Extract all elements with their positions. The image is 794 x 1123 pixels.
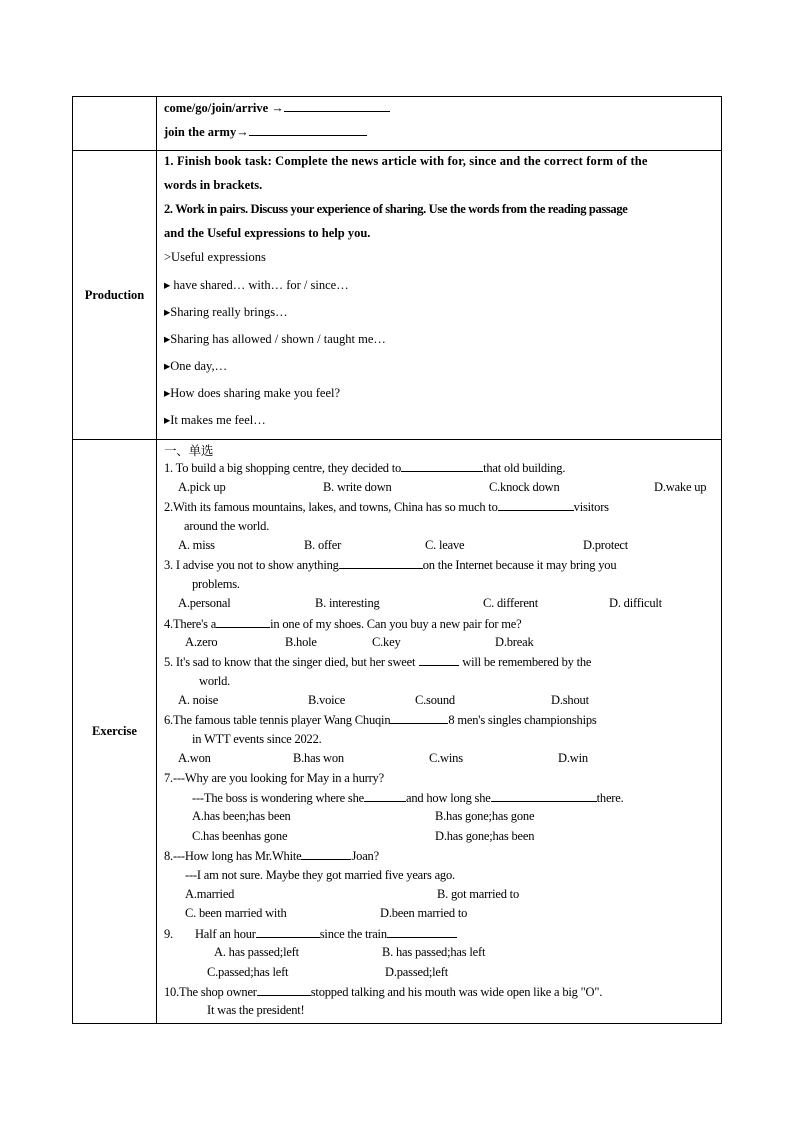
row-content bbox=[157, 97, 722, 151]
question-6 bbox=[164, 712, 715, 731]
question-7: 7.---Why are you looking for May in a hurry? bbox=[164, 770, 384, 785]
task-text: 1. Finish book task: Complete the news article with for, since and the correct form of the bbox=[164, 154, 648, 168]
option[interactable]: A.married bbox=[185, 886, 235, 901]
option[interactable]: C. been married with bbox=[185, 906, 287, 921]
option[interactable]: C.knock down bbox=[489, 479, 560, 494]
answer-blank[interactable] bbox=[256, 926, 320, 938]
option[interactable]: D.passed;left bbox=[385, 964, 449, 979]
question-text: 1. To build a big shopping centre, they decided to bbox=[164, 461, 402, 476]
option[interactable]: A.has been;has been bbox=[192, 809, 291, 824]
table-row bbox=[73, 97, 722, 151]
question-text: in WTT events since 2022. bbox=[192, 731, 322, 746]
answer-blank[interactable] bbox=[257, 984, 311, 996]
question-3 bbox=[164, 557, 715, 576]
useful-heading: >Useful expressions bbox=[164, 250, 266, 264]
option[interactable]: D.wake up bbox=[654, 479, 707, 494]
question-text: ---The boss is wondering where she bbox=[192, 791, 364, 806]
option[interactable]: B. interesting bbox=[315, 596, 380, 611]
question-5 bbox=[164, 654, 715, 673]
answer-blank[interactable] bbox=[491, 790, 597, 802]
options-row bbox=[164, 829, 715, 848]
lesson-table bbox=[72, 96, 722, 1024]
option[interactable]: D.break bbox=[495, 634, 534, 649]
question-text: 8 men's singles championships bbox=[448, 713, 597, 728]
option[interactable]: A.zero bbox=[185, 634, 218, 649]
option[interactable]: C.wins bbox=[429, 751, 463, 766]
options-row bbox=[164, 945, 715, 964]
options-row bbox=[164, 751, 715, 770]
row-label-production: Production bbox=[73, 151, 157, 440]
question-text: It was the president! bbox=[207, 1003, 305, 1018]
list-item: ▸It makes me feel… bbox=[164, 413, 266, 427]
question-text: since the train bbox=[319, 926, 387, 941]
question-text: 8.---How long has Mr.White bbox=[164, 849, 302, 864]
task-text: and the Useful expressions to help you. bbox=[164, 226, 371, 240]
row-content bbox=[157, 440, 722, 1024]
section-heading: 一、单选 bbox=[164, 444, 214, 458]
question-text: visitors bbox=[573, 500, 609, 515]
question-text: 3. I advise you not to show anything bbox=[164, 558, 339, 573]
question-text: 10.The shop owner bbox=[164, 984, 257, 999]
question-8 bbox=[164, 848, 715, 867]
options-row bbox=[164, 480, 715, 499]
answer-blank[interactable] bbox=[387, 926, 457, 938]
phrase-text: join the army→ bbox=[164, 125, 249, 139]
text-line bbox=[164, 100, 715, 124]
table-row bbox=[73, 440, 722, 1024]
question-10 bbox=[164, 984, 715, 1003]
question-2 bbox=[164, 499, 715, 518]
option[interactable]: B.hole bbox=[285, 634, 317, 649]
option[interactable]: B.has gone;has gone bbox=[435, 809, 535, 824]
question-text: 6.The famous table tennis player Wang Chuqin bbox=[164, 713, 391, 728]
option[interactable]: B.voice bbox=[308, 693, 346, 708]
question-text: around the world. bbox=[184, 518, 270, 533]
option[interactable]: D.win bbox=[558, 751, 588, 766]
option[interactable]: C. leave bbox=[425, 537, 465, 552]
row-label-exercise: Exercise bbox=[73, 440, 157, 1024]
question-text: 2.With its famous mountains, lakes, and towns, China has so much to bbox=[164, 500, 498, 515]
option[interactable]: B. got married to bbox=[437, 886, 520, 901]
question-text: problems. bbox=[192, 576, 240, 591]
question-text: 9. bbox=[164, 926, 173, 941]
option[interactable]: C.passed;has left bbox=[207, 964, 289, 979]
question-text: on the Internet because it may bring you bbox=[422, 558, 617, 573]
option[interactable]: D.been married to bbox=[380, 906, 468, 921]
phrase-text: come/go/join/arrive → bbox=[164, 101, 284, 115]
option[interactable]: B. has passed;has left bbox=[382, 945, 486, 960]
option[interactable]: A. has passed;left bbox=[214, 945, 299, 960]
answer-blank[interactable] bbox=[498, 499, 574, 511]
option[interactable]: C.key bbox=[372, 634, 401, 649]
option[interactable]: C.sound bbox=[415, 693, 455, 708]
option[interactable]: A. miss bbox=[178, 537, 215, 552]
options-row bbox=[164, 887, 715, 906]
list-item: ▸One day,… bbox=[164, 359, 228, 373]
option[interactable]: C. different bbox=[483, 596, 538, 611]
question-1 bbox=[164, 460, 715, 479]
option[interactable]: D.has gone;has been bbox=[435, 828, 535, 843]
row-label-empty bbox=[73, 97, 157, 151]
question-text: 5. It's sad to know that the singer died, but her sweet bbox=[164, 655, 416, 670]
options-row bbox=[164, 596, 715, 615]
task-text: words in brackets. bbox=[164, 178, 263, 192]
option[interactable]: A.won bbox=[178, 751, 211, 766]
options-row bbox=[164, 809, 715, 828]
list-item: ▸ have shared… with… for / since… bbox=[164, 278, 349, 292]
question-text: will be remembered by the bbox=[462, 655, 592, 670]
list-item: ▸How does sharing make you feel? bbox=[164, 386, 341, 400]
options-row bbox=[164, 538, 715, 557]
question-text: Half an hour bbox=[194, 926, 256, 941]
answer-blank[interactable] bbox=[419, 654, 459, 666]
options-row bbox=[164, 693, 715, 712]
answer-blank[interactable] bbox=[401, 460, 483, 472]
answer-blank[interactable] bbox=[364, 790, 406, 802]
question-text bbox=[164, 790, 715, 809]
list-item: ▸Sharing has allowed / shown / taught me… bbox=[164, 332, 386, 346]
answer-blank[interactable] bbox=[216, 616, 270, 628]
question-9 bbox=[164, 926, 715, 945]
question-4 bbox=[164, 616, 715, 635]
question-text: world. bbox=[199, 673, 231, 688]
row-content bbox=[157, 151, 722, 440]
option[interactable]: A.personal bbox=[178, 596, 231, 611]
options-row bbox=[164, 635, 715, 654]
option[interactable]: B.has won bbox=[293, 751, 344, 766]
options-row bbox=[164, 965, 715, 984]
answer-blank[interactable] bbox=[284, 100, 390, 112]
answer-blank[interactable] bbox=[301, 848, 351, 860]
question-text: that old building. bbox=[483, 461, 566, 476]
table-row bbox=[73, 151, 722, 440]
question-text: ---I am not sure. Maybe they got married five years ago. bbox=[185, 867, 455, 882]
question-text: and how long she bbox=[405, 791, 491, 806]
option[interactable]: D.shout bbox=[551, 693, 589, 708]
question-text: in one of my shoes. Can you buy a new pair for me? bbox=[270, 616, 522, 631]
text-line bbox=[164, 124, 715, 148]
question-text: 4.There's a bbox=[164, 616, 217, 631]
options-row bbox=[164, 906, 715, 925]
question-text: there. bbox=[596, 791, 624, 806]
question-text: Joan? bbox=[351, 849, 379, 864]
answer-blank[interactable] bbox=[249, 124, 367, 136]
option[interactable]: A.pick up bbox=[178, 479, 226, 494]
answer-blank[interactable] bbox=[390, 712, 448, 724]
option[interactable]: B. write down bbox=[323, 479, 392, 494]
option[interactable]: D.protect bbox=[583, 537, 629, 552]
option[interactable]: D. difficult bbox=[609, 596, 662, 611]
question-text: stopped talking and his mouth was wide open like a big "O". bbox=[310, 984, 603, 999]
task-text: 2. Work in pairs. Discuss your experience of sharing. Use the words from the reading passage bbox=[164, 202, 628, 216]
option[interactable]: B. offer bbox=[304, 537, 342, 552]
answer-blank[interactable] bbox=[339, 557, 423, 569]
list-item: ▸Sharing really brings… bbox=[164, 305, 288, 319]
option[interactable]: A. noise bbox=[178, 693, 219, 708]
option[interactable]: C.has beenhas gone bbox=[192, 828, 288, 843]
